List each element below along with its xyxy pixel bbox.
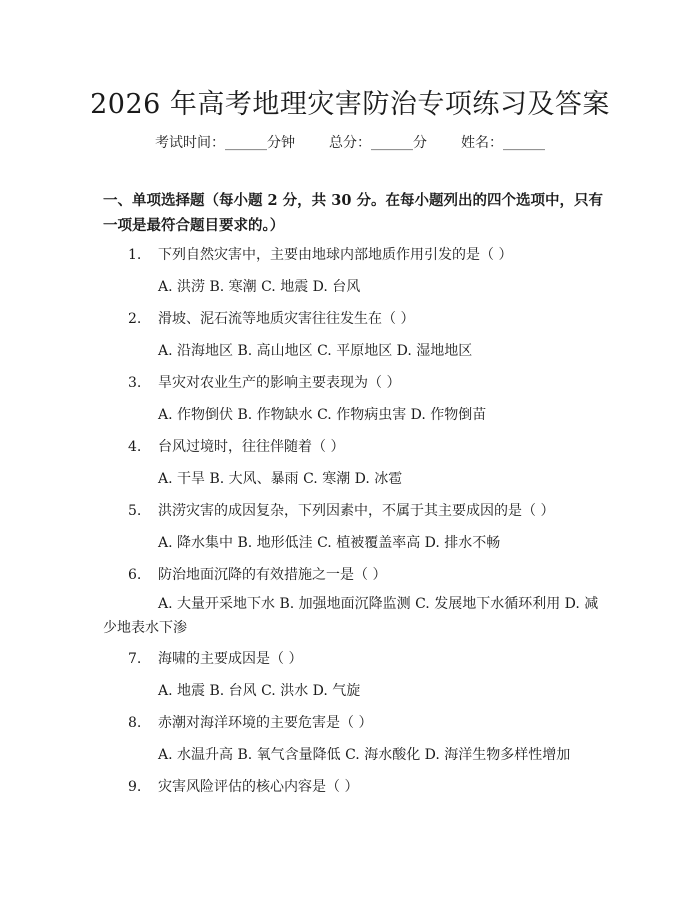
question-number: 3. <box>128 375 142 391</box>
question-text: 旱灾对农业生产的影响主要表现为（ ） <box>158 375 401 391</box>
question-options: A. 大量开采地下水 B. 加强地面沉降监测 C. 发展地下水循环利用 D. 减少地表水下渗 <box>103 596 599 636</box>
question-text: 滑坡、泥石流等地质灾害往往发生在（ ） <box>158 311 415 327</box>
question-number: 6. <box>128 567 142 583</box>
question-number: 2. <box>128 311 142 327</box>
question-options: A. 地震 B. 台风 C. 洪水 D. 气旋 <box>158 683 361 699</box>
question-stem <box>128 564 386 584</box>
question-text: 海啸的主要成因是（ ） <box>158 651 303 667</box>
question-stem <box>128 648 302 668</box>
question-stem <box>128 244 512 264</box>
question-number: 8. <box>128 715 142 731</box>
question-text: 灾害风险评估的核心内容是（ ） <box>158 779 359 795</box>
question-number: 4. <box>128 439 142 455</box>
question-options: A. 洪涝 B. 寒潮 C. 地震 D. 台风 <box>158 279 361 295</box>
question-options: A. 沿海地区 B. 高山地区 C. 平原地区 D. 湿地地区 <box>158 343 473 359</box>
question-text: 台风过境时，往往伴随着（ ） <box>158 439 345 455</box>
exam-meta <box>0 132 700 152</box>
page-title: 2026 年高考地理灾害防治专项练习及答案 <box>90 89 610 120</box>
question-text: 赤潮对海洋环境的主要危害是（ ） <box>158 715 373 731</box>
total-score-field: 总分：______分 <box>329 135 427 151</box>
exam-time-field: 考试时间：______分钟 <box>155 135 295 151</box>
student-name-field: 姓名：______ <box>461 135 545 151</box>
question-number: 9. <box>128 779 142 795</box>
question-stem <box>128 500 554 520</box>
question-options: A. 作物倒伏 B. 作物缺水 C. 作物病虫害 D. 作物倒苗 <box>158 407 487 423</box>
question-stem <box>128 712 372 732</box>
question-options: A. 水温升高 B. 氧气含量降低 C. 海水酸化 D. 海洋生物多样性增加 <box>158 747 571 763</box>
question-stem <box>128 308 414 328</box>
question-stem <box>128 776 358 796</box>
question-options: A. 干旱 B. 大风、暴雨 C. 寒潮 D. 冰雹 <box>158 471 403 487</box>
question-text: 下列自然灾害中，主要由地球内部地质作用引发的是（ ） <box>158 247 513 263</box>
question-stem <box>128 372 400 392</box>
question-number: 5. <box>128 503 142 519</box>
question-options: A. 降水集中 B. 地形低洼 C. 植被覆盖率高 D. 排水不畅 <box>158 535 501 551</box>
question-stem <box>128 436 344 456</box>
question-number: 1. <box>128 247 142 263</box>
question-text: 防治地面沉降的有效措施之一是（ ） <box>158 567 387 583</box>
question-number: 7. <box>128 651 142 667</box>
question-text: 洪涝灾害的成因复杂，下列因素中，不属于其主要成因的是（ ） <box>158 503 555 519</box>
section-heading: 一、单项选择题（每小题 2 分，共 30 分。在每小题列出的四个选项中，只有一项是最符合题目要求的。） <box>103 192 603 234</box>
